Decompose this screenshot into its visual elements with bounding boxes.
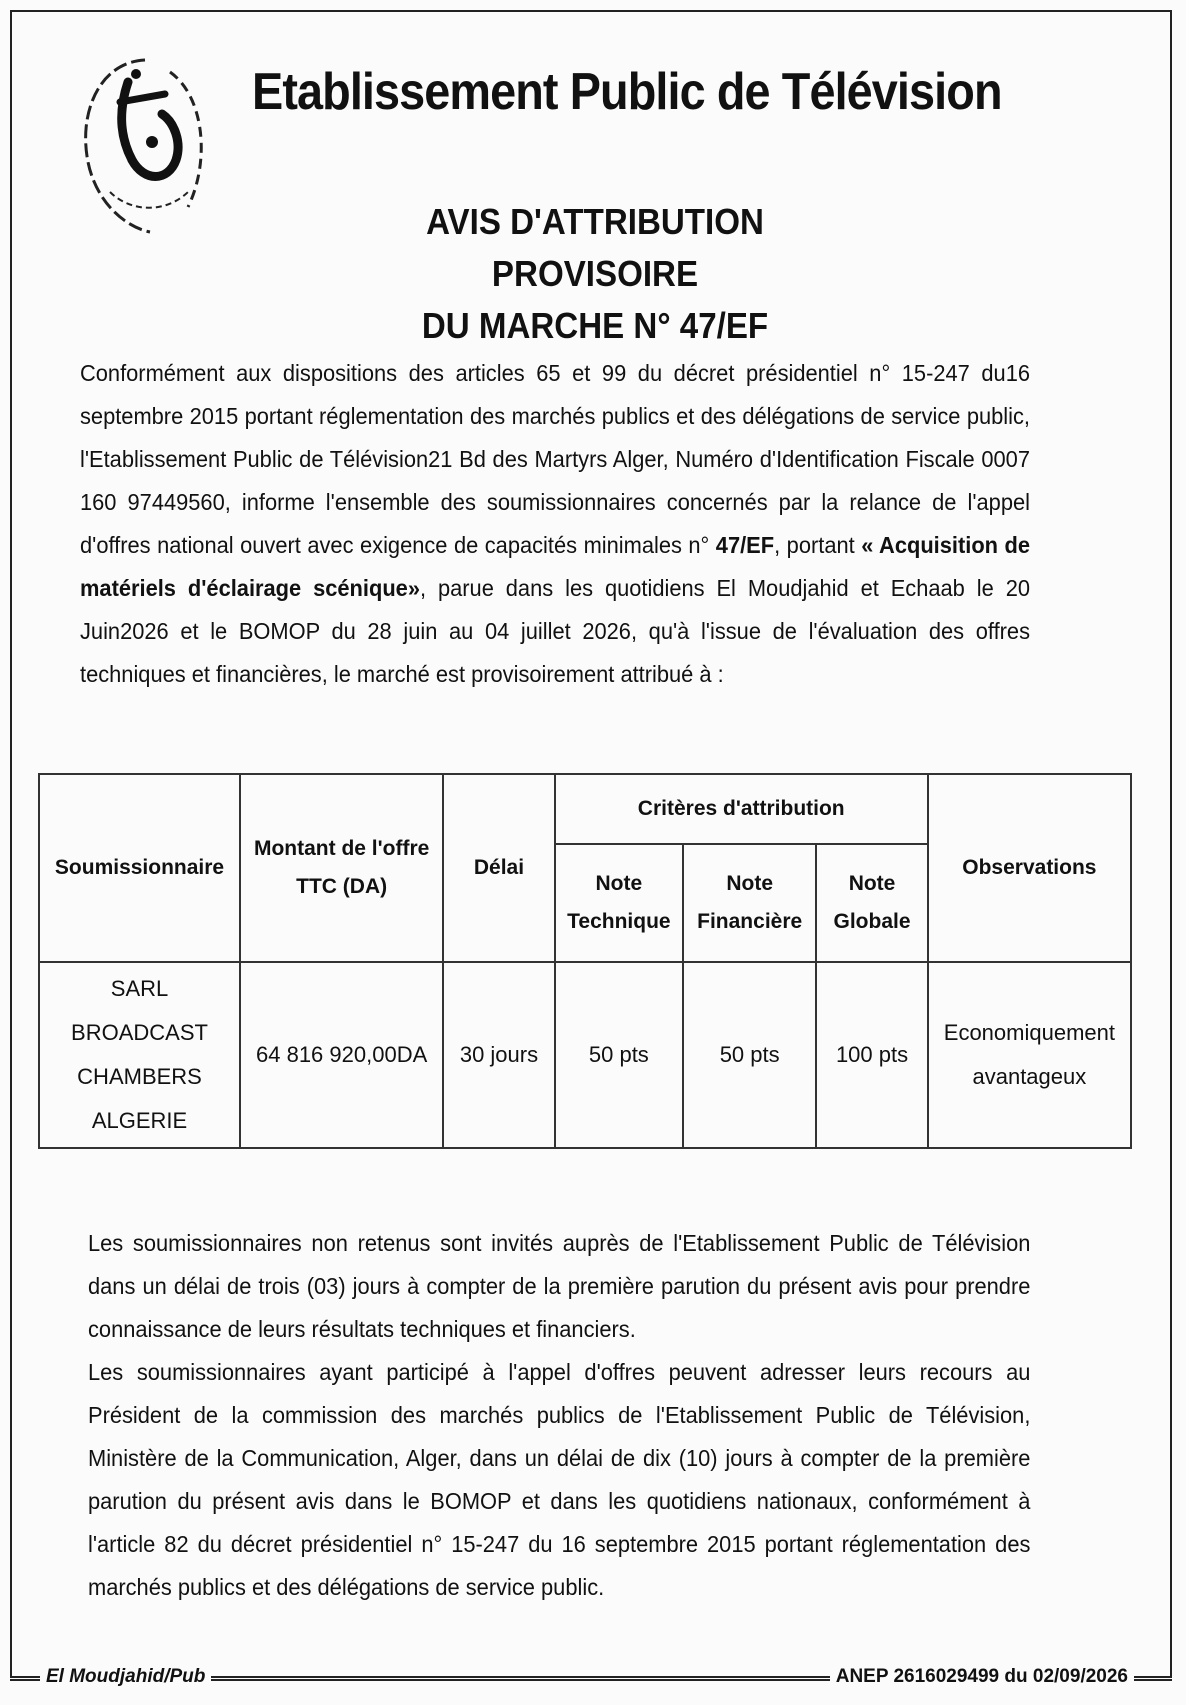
tender-subject: « Acquisition de matériels d'éclairage scénique» — [80, 532, 1031, 601]
cell-amount: 64 816 920,00DA — [240, 962, 443, 1148]
intro-text-2: , portant — [774, 532, 862, 558]
organization-title: Etablissement Public de Télévision — [252, 63, 1002, 121]
intro-paragraph — [80, 352, 1030, 696]
etv-logo-icon — [70, 42, 220, 242]
closing-paragraph-1: Les soumissionnaires non retenus sont invités auprès de l'Etablissement Public de Télévision dans un délai de trois (03) jours à compter de la première parution du présent avis pour prendre connaissance de leurs résultats techniques et financiers. — [88, 1230, 1031, 1342]
tender-reference: 47/EF — [715, 532, 775, 558]
notice-title-line1: AVIS D'ATTRIBUTION PROVISOIRE — [426, 201, 764, 294]
header-amount: Montant de l'offre TTC (DA) — [240, 774, 443, 962]
cell-delay: 30 jours — [443, 962, 554, 1148]
cell-note-financiere: 50 pts — [683, 962, 816, 1148]
header-observations: Observations — [928, 774, 1131, 962]
header-delay: Délai — [443, 774, 554, 962]
header-note-financiere: Note Financière — [683, 844, 816, 962]
header-note-technique: Note Technique — [555, 844, 683, 962]
table-header-row — [39, 774, 1131, 844]
award-table — [38, 773, 1132, 1149]
header-note-globale: Note Globale — [816, 844, 927, 962]
footer-publication: El Moudjahid/Pub — [40, 1666, 211, 1688]
closing-section — [88, 1222, 1030, 1609]
closing-paragraph-2: Les soumissionnaires ayant participé à l'appel d'offres peuvent adresser leurs recours au Président de la commission des marchés publics de l'Etablissement Public de Télévision, Ministère de la Communication, Alger, dans un délai de dix (10) jours à compter de la première parution du présent avis dans le BOMOP et dans les quotidiens nationaux, conformément à l'article 82 du décret présidentiel n° 15-247 du 16 septembre 2015 portant réglementation des marchés publics et des délégations de service public. — [88, 1359, 1031, 1600]
intro-text-1: Conformément aux dispositions des articles 65 et 99 du décret présidentiel n° 15-247 du16 septembre 2015 portant réglementation des marchés publics et des délégations de service public, l'Etablissement Public de Télévision21 Bd des Martyrs Alger, Numéro d'Identification Fiscale 0007 160 97449560, informe l'ensemble des soumissionnaires concernés par la relance de l'appel d'offres national ouvert avec exigence de capacités minimales n° — [80, 360, 1030, 558]
footer — [10, 1664, 1172, 1694]
notice-title — [324, 196, 867, 352]
cell-bidder: SARL BROADCAST CHAMBERS ALGERIE — [39, 962, 240, 1148]
footer-anep-reference: ANEP 2616029499 du 02/09/2026 — [830, 1666, 1134, 1688]
notice-title-line2: DU MARCHE N° 47/EF — [421, 305, 769, 346]
cell-note-globale: 100 pts — [816, 962, 927, 1148]
header-bidder: Soumissionnaire — [39, 774, 240, 962]
header-criteria: Critères d'attribution — [555, 774, 928, 844]
cell-observations: Economiquement avantageux — [928, 962, 1131, 1148]
table-row — [39, 962, 1131, 1148]
cell-note-technique: 50 pts — [555, 962, 683, 1148]
intro-text-3: , parue dans les quotidiens El Moudjahid et Echaab le 20 Juin2026 et le BOMOP du 28 juin au 04 juillet 2026, qu'à l'issue de l'évaluation des offres techniques et financières, le marché est provisoirement attribué à : — [80, 575, 1031, 687]
